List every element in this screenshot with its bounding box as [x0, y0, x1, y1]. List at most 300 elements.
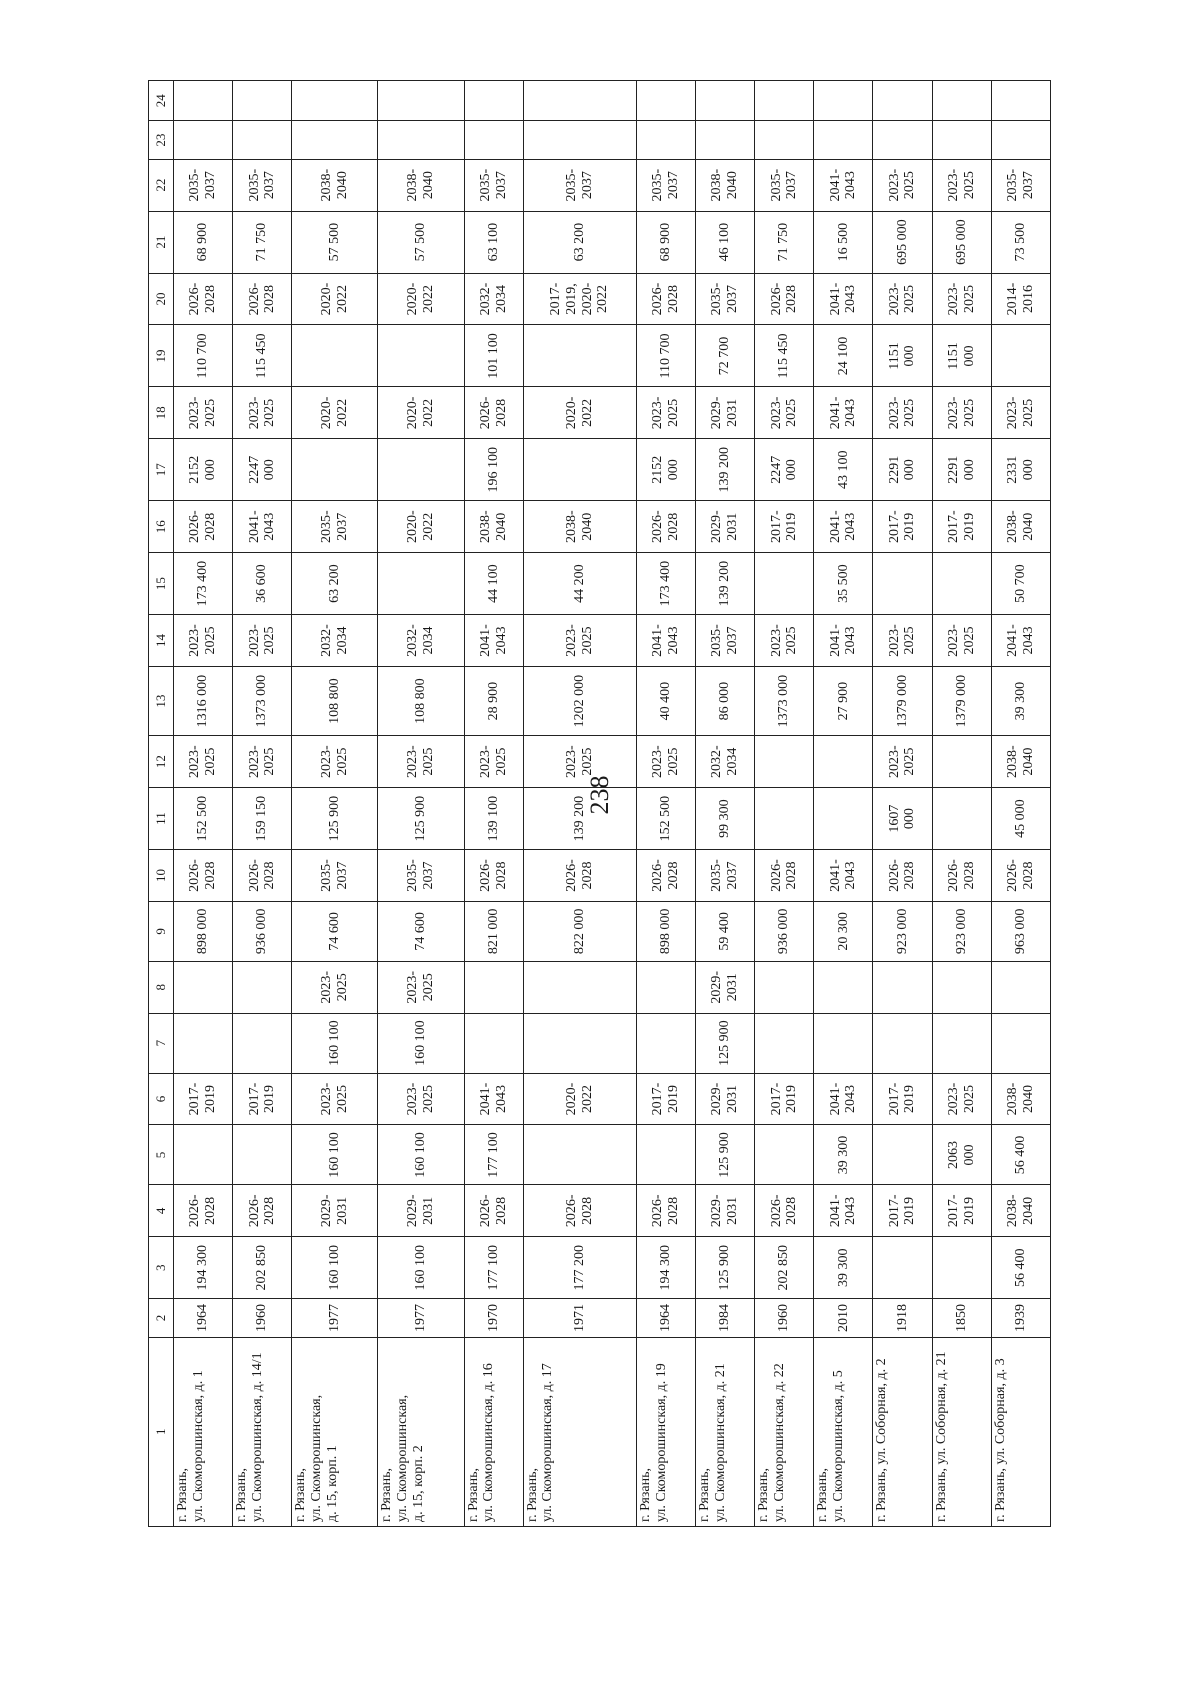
period-cell: [991, 81, 1050, 122]
cost-cell: [873, 553, 932, 615]
cost-cell: 177 200: [523, 1237, 636, 1299]
period-cell: 2035- 2037: [292, 501, 378, 553]
period-cell: [378, 81, 464, 122]
period-cell: 2023- 2025: [292, 1073, 378, 1125]
column-header-20: 20: [149, 273, 174, 325]
period-cell: 2026- 2028: [464, 1185, 523, 1237]
address-cell: г. Рязань, ул. Скоморошинская, д. 5: [814, 1337, 873, 1526]
cost-cell: 1373 000: [233, 666, 292, 735]
cost-cell: 139 200: [523, 788, 636, 850]
cost-cell: 101 100: [464, 325, 523, 387]
column-header-12: 12: [149, 736, 174, 788]
cost-cell: 152 500: [174, 788, 233, 850]
column-header-15: 15: [149, 553, 174, 615]
cost-cell: 2152 000: [636, 439, 695, 501]
address-cell: г. Рязань, ул. Скоморошинская, д. 22: [755, 1337, 814, 1526]
cost-cell: [523, 325, 636, 387]
address-cell: г. Рязань, ул. Скоморошинская, д. 1: [174, 1337, 233, 1526]
period-cell: [636, 81, 695, 122]
period-cell: 2041- 2043: [464, 1073, 523, 1125]
column-header-1: 1: [149, 1337, 174, 1526]
cost-cell: 39 300: [814, 1125, 873, 1185]
period-cell: 2023- 2025: [523, 615, 636, 667]
period-cell: 2041- 2043: [814, 501, 873, 553]
cost-cell: 40 400: [636, 666, 695, 735]
period-cell: 2014- 2016: [991, 273, 1050, 325]
period-cell: 2026- 2028: [523, 850, 636, 902]
period-cell: 2026- 2028: [233, 1185, 292, 1237]
period-cell: 2026- 2028: [932, 850, 991, 902]
column-header-2: 2: [149, 1299, 174, 1337]
cost-cell: [755, 1013, 814, 1073]
cost-cell: [174, 1125, 233, 1185]
cost-cell: 57 500: [292, 211, 378, 273]
period-cell: 2023- 2025: [523, 736, 636, 788]
cost-cell: 59 400: [695, 901, 754, 961]
page-number: 238: [585, 775, 614, 815]
cost-cell: 177 100: [464, 1125, 523, 1185]
period-cell: 2026- 2028: [991, 850, 1050, 902]
period-cell: 2017- 2019: [233, 1073, 292, 1125]
build-year-cell: 1984: [695, 1299, 754, 1337]
cost-cell: 125 900: [378, 788, 464, 850]
period-cell: 2023- 2025: [378, 961, 464, 1013]
cost-cell: [378, 553, 464, 615]
period-cell: 2023- 2025: [636, 387, 695, 439]
period-cell: [464, 961, 523, 1013]
cost-cell: 1607 000: [873, 788, 932, 850]
period-cell: 2035- 2037: [174, 159, 233, 211]
period-cell: 2023- 2025: [873, 159, 932, 211]
cost-cell: [873, 1125, 932, 1185]
period-cell: 2026- 2028: [174, 273, 233, 325]
cost-cell: [378, 121, 464, 159]
period-cell: 2035- 2037: [695, 850, 754, 902]
build-year-cell: 1977: [292, 1299, 378, 1337]
period-cell: 2017- 2019: [873, 1185, 932, 1237]
cost-cell: 71 750: [233, 211, 292, 273]
address-cell: г. Рязань, ул. Скоморошинская, д. 15, корп. 2: [378, 1337, 464, 1526]
period-cell: 2041- 2043: [464, 615, 523, 667]
period-cell: 2035- 2037: [755, 159, 814, 211]
cost-cell: 898 000: [636, 901, 695, 961]
period-cell: 2017- 2019: [932, 1185, 991, 1237]
cost-cell: 86 000: [695, 666, 754, 735]
period-cell: [755, 736, 814, 788]
table-row: [814, 81, 873, 1527]
period-cell: 2041- 2043: [814, 1073, 873, 1125]
cost-cell: 2291 000: [873, 439, 932, 501]
cost-cell: [636, 1013, 695, 1073]
cost-cell: [233, 1125, 292, 1185]
period-cell: 2026- 2028: [755, 1185, 814, 1237]
cost-cell: 936 000: [233, 901, 292, 961]
period-cell: 2023- 2025: [932, 615, 991, 667]
build-year-cell: 1960: [755, 1299, 814, 1337]
cost-cell: 125 900: [292, 788, 378, 850]
cost-cell: 139 100: [464, 788, 523, 850]
period-cell: [873, 81, 932, 122]
period-cell: 2032- 2034: [292, 615, 378, 667]
period-cell: 2023- 2025: [932, 387, 991, 439]
address-cell: г. Рязань, ул. Скоморошинская, д. 14/1: [233, 1337, 292, 1526]
period-cell: 2026- 2028: [464, 850, 523, 902]
period-cell: 2041- 2043: [233, 501, 292, 553]
build-year-cell: 1850: [932, 1299, 991, 1337]
period-cell: 2035- 2037: [991, 159, 1050, 211]
cost-cell: 173 400: [174, 553, 233, 615]
cost-cell: [523, 1125, 636, 1185]
cost-cell: 2331 000: [991, 439, 1050, 501]
cost-cell: 63 200: [523, 211, 636, 273]
period-cell: [292, 81, 378, 122]
period-cell: 2032- 2034: [695, 736, 754, 788]
period-cell: 2023- 2025: [991, 387, 1050, 439]
cost-cell: 1379 000: [873, 666, 932, 735]
column-header-16: 16: [149, 501, 174, 553]
period-cell: [233, 961, 292, 1013]
build-year-cell: 1977: [378, 1299, 464, 1337]
period-cell: 2029- 2031: [695, 1185, 754, 1237]
cost-cell: [991, 325, 1050, 387]
period-cell: 2041- 2043: [814, 387, 873, 439]
period-cell: 2035- 2037: [378, 850, 464, 902]
period-cell: [991, 961, 1050, 1013]
cost-cell: [814, 788, 873, 850]
period-cell: 2041- 2043: [636, 615, 695, 667]
period-cell: 2023- 2025: [873, 273, 932, 325]
period-cell: 2029- 2031: [378, 1185, 464, 1237]
period-cell: 2038- 2040: [991, 501, 1050, 553]
period-cell: [814, 736, 873, 788]
period-cell: 2017- 2019: [636, 1073, 695, 1125]
period-cell: 2038- 2040: [695, 159, 754, 211]
period-cell: 2023- 2025: [233, 736, 292, 788]
column-header-22: 22: [149, 159, 174, 211]
period-cell: 2029- 2031: [695, 501, 754, 553]
period-cell: [174, 81, 233, 122]
cost-cell: 152 500: [636, 788, 695, 850]
table-row: [464, 81, 523, 1527]
table-row: [932, 81, 991, 1527]
cost-cell: [991, 121, 1050, 159]
table-body: [174, 81, 1051, 1527]
period-cell: 2038- 2040: [292, 159, 378, 211]
period-cell: 2038- 2040: [991, 1185, 1050, 1237]
cost-cell: 50 700: [991, 553, 1050, 615]
cost-cell: 963 000: [991, 901, 1050, 961]
period-cell: [814, 961, 873, 1013]
cost-cell: 115 450: [755, 325, 814, 387]
period-cell: 2029- 2031: [695, 961, 754, 1013]
period-cell: 2017- 2019: [755, 1073, 814, 1125]
period-cell: 2041- 2043: [991, 615, 1050, 667]
cost-cell: [873, 121, 932, 159]
cost-cell: 68 900: [174, 211, 233, 273]
cost-cell: 139 200: [695, 439, 754, 501]
cost-cell: [755, 121, 814, 159]
period-cell: 2017- 2019: [873, 1073, 932, 1125]
cost-cell: [695, 121, 754, 159]
period-cell: 2038- 2040: [378, 159, 464, 211]
period-cell: [695, 81, 754, 122]
period-cell: 2026- 2028: [636, 501, 695, 553]
period-cell: [174, 961, 233, 1013]
cost-cell: 1379 000: [932, 666, 991, 735]
column-header-19: 19: [149, 325, 174, 387]
period-cell: 2041- 2043: [814, 850, 873, 902]
cost-cell: 125 900: [695, 1013, 754, 1073]
cost-cell: 2063 000: [932, 1125, 991, 1185]
column-header-7: 7: [149, 1013, 174, 1073]
table-row: [991, 81, 1050, 1527]
column-header-24: 24: [149, 81, 174, 122]
cost-cell: 822 000: [523, 901, 636, 961]
cost-cell: 2247 000: [755, 439, 814, 501]
cost-cell: 160 100: [378, 1237, 464, 1299]
cost-cell: 44 200: [523, 553, 636, 615]
cost-cell: 936 000: [755, 901, 814, 961]
period-cell: 2020- 2022: [378, 501, 464, 553]
period-cell: 2020- 2022: [523, 1073, 636, 1125]
table-row: [755, 81, 814, 1527]
period-cell: 2023- 2025: [873, 736, 932, 788]
cost-cell: [755, 1125, 814, 1185]
cost-cell: 173 400: [636, 553, 695, 615]
period-cell: 2020- 2022: [292, 273, 378, 325]
cost-cell: 44 100: [464, 553, 523, 615]
cost-cell: 43 100: [814, 439, 873, 501]
cost-cell: 99 300: [695, 788, 754, 850]
build-year-cell: 1964: [174, 1299, 233, 1337]
table-header: [149, 81, 174, 1527]
rotated-table-container: [148, 80, 1051, 1527]
cost-cell: 108 800: [292, 666, 378, 735]
table-row: [174, 81, 233, 1527]
period-cell: 2035- 2037: [292, 850, 378, 902]
period-cell: 2023- 2025: [932, 1073, 991, 1125]
period-cell: 2023- 2025: [873, 387, 932, 439]
period-cell: 2038- 2040: [523, 501, 636, 553]
period-cell: 2023- 2025: [233, 387, 292, 439]
build-year-cell: 1970: [464, 1299, 523, 1337]
period-cell: 2041- 2043: [814, 1185, 873, 1237]
cost-cell: [932, 553, 991, 615]
cost-cell: [932, 121, 991, 159]
cost-cell: [523, 1013, 636, 1073]
column-header-17: 17: [149, 439, 174, 501]
cost-cell: [292, 439, 378, 501]
cost-cell: [174, 121, 233, 159]
cost-cell: 159 150: [233, 788, 292, 850]
cost-cell: 72 700: [695, 325, 754, 387]
period-cell: [636, 961, 695, 1013]
period-cell: 2026- 2028: [873, 850, 932, 902]
period-cell: [873, 961, 932, 1013]
period-cell: 2035- 2037: [636, 159, 695, 211]
period-cell: 2023- 2025: [174, 615, 233, 667]
cost-cell: 24 100: [814, 325, 873, 387]
period-cell: [932, 961, 991, 1013]
cost-cell: 160 100: [292, 1013, 378, 1073]
cost-cell: 74 600: [378, 901, 464, 961]
cost-cell: [932, 788, 991, 850]
column-header-4: 4: [149, 1185, 174, 1237]
period-cell: [814, 81, 873, 122]
cost-cell: [873, 1013, 932, 1073]
period-cell: 2026- 2028: [523, 1185, 636, 1237]
address-cell: г. Рязань, ул. Соборная, д. 3: [991, 1337, 1050, 1526]
cost-cell: [523, 121, 636, 159]
cost-cell: 20 300: [814, 901, 873, 961]
cost-cell: 125 900: [695, 1125, 754, 1185]
column-header-5: 5: [149, 1125, 174, 1185]
table-row: [292, 81, 378, 1527]
cost-cell: 1151 000: [873, 325, 932, 387]
address-cell: г. Рязань, ул. Соборная, д. 2: [873, 1337, 932, 1526]
cost-cell: [755, 553, 814, 615]
period-cell: 2026- 2028: [464, 387, 523, 439]
cost-cell: [814, 1013, 873, 1073]
period-cell: 2023- 2025: [755, 387, 814, 439]
column-header-10: 10: [149, 850, 174, 902]
address-cell: г. Рязань, ул. Скоморошинская, д. 15, корп. 1: [292, 1337, 378, 1526]
period-cell: 2035- 2037: [695, 615, 754, 667]
cost-cell: 125 900: [695, 1237, 754, 1299]
table-row: [873, 81, 932, 1527]
address-cell: г. Рязань, ул. Скоморошинская, д. 17: [523, 1337, 636, 1526]
cost-cell: 160 100: [292, 1125, 378, 1185]
cost-cell: 160 100: [378, 1125, 464, 1185]
period-cell: 2038- 2040: [991, 1073, 1050, 1125]
cost-cell: 1316 000: [174, 666, 233, 735]
cost-cell: 194 300: [174, 1237, 233, 1299]
period-cell: 2026- 2028: [755, 273, 814, 325]
cost-cell: [233, 1013, 292, 1073]
cost-cell: 923 000: [932, 901, 991, 961]
cost-cell: 898 000: [174, 901, 233, 961]
column-header-8: 8: [149, 961, 174, 1013]
column-header-11: 11: [149, 788, 174, 850]
cost-cell: 923 000: [873, 901, 932, 961]
period-cell: 2017- 2019: [174, 1073, 233, 1125]
period-cell: [932, 81, 991, 122]
cost-cell: 108 800: [378, 666, 464, 735]
period-cell: 2041- 2043: [814, 273, 873, 325]
period-cell: 2020- 2022: [378, 273, 464, 325]
cost-cell: 202 850: [755, 1237, 814, 1299]
period-cell: 2026- 2028: [755, 850, 814, 902]
period-cell: 2029- 2031: [695, 1073, 754, 1125]
cost-cell: 56 400: [991, 1237, 1050, 1299]
address-cell: г. Рязань, ул. Скоморошинская, д. 16: [464, 1337, 523, 1526]
cost-cell: 160 100: [292, 1237, 378, 1299]
column-header-21: 21: [149, 211, 174, 273]
period-cell: 2026- 2028: [636, 850, 695, 902]
period-cell: 2020- 2022: [378, 387, 464, 439]
period-cell: 2035- 2037: [233, 159, 292, 211]
column-header-23: 23: [149, 121, 174, 159]
cost-cell: 35 500: [814, 553, 873, 615]
period-cell: 2017- 2019: [932, 501, 991, 553]
cost-cell: 16 500: [814, 211, 873, 273]
cost-cell: [233, 121, 292, 159]
column-header-6: 6: [149, 1073, 174, 1125]
cost-cell: 177 100: [464, 1237, 523, 1299]
period-cell: 2026- 2028: [233, 273, 292, 325]
period-cell: 2041- 2043: [814, 159, 873, 211]
period-cell: 2035- 2037: [523, 159, 636, 211]
period-cell: 2032- 2034: [464, 273, 523, 325]
period-cell: 2023- 2025: [292, 736, 378, 788]
period-cell: 2023- 2025: [636, 736, 695, 788]
period-cell: 2026- 2028: [636, 273, 695, 325]
period-cell: [755, 961, 814, 1013]
period-cell: 2035- 2037: [695, 273, 754, 325]
cost-cell: [932, 1013, 991, 1073]
cost-cell: 1373 000: [755, 666, 814, 735]
period-cell: 2020- 2022: [523, 387, 636, 439]
build-year-cell: 1960: [233, 1299, 292, 1337]
column-number-row: [149, 81, 174, 1527]
period-cell: 2026- 2028: [233, 850, 292, 902]
cost-cell: 2152 000: [174, 439, 233, 501]
cost-cell: 57 500: [378, 211, 464, 273]
cost-cell: 194 300: [636, 1237, 695, 1299]
cost-cell: 110 700: [636, 325, 695, 387]
column-header-3: 3: [149, 1237, 174, 1299]
cost-cell: [932, 1237, 991, 1299]
period-cell: 2023- 2025: [378, 736, 464, 788]
cost-cell: 46 100: [695, 211, 754, 273]
period-cell: 2032- 2034: [378, 615, 464, 667]
cost-cell: [292, 121, 378, 159]
cost-cell: 39 300: [991, 666, 1050, 735]
period-cell: 2017- 2019: [755, 501, 814, 553]
cost-cell: 74 600: [292, 901, 378, 961]
cost-cell: [378, 439, 464, 501]
cost-cell: 196 100: [464, 439, 523, 501]
cost-cell: 115 450: [233, 325, 292, 387]
period-cell: 2023- 2025: [233, 615, 292, 667]
cost-cell: 71 750: [755, 211, 814, 273]
period-cell: [755, 81, 814, 122]
cost-cell: 63 200: [292, 553, 378, 615]
table-row: [636, 81, 695, 1527]
table-row: [233, 81, 292, 1527]
period-cell: 2029- 2031: [695, 387, 754, 439]
cost-cell: 39 300: [814, 1237, 873, 1299]
period-cell: 2017- 2019: [873, 501, 932, 553]
period-cell: 2020- 2022: [292, 387, 378, 439]
column-header-18: 18: [149, 387, 174, 439]
cost-cell: [174, 1013, 233, 1073]
period-cell: 2041- 2043: [814, 615, 873, 667]
column-header-13: 13: [149, 666, 174, 735]
build-year-cell: 1971: [523, 1299, 636, 1337]
cost-cell: 27 900: [814, 666, 873, 735]
period-cell: [523, 81, 636, 122]
cost-cell: 56 400: [991, 1125, 1050, 1185]
cost-cell: [636, 1125, 695, 1185]
cost-cell: 160 100: [378, 1013, 464, 1073]
cost-cell: 2291 000: [932, 439, 991, 501]
cost-cell: 695 000: [932, 211, 991, 273]
period-cell: 2026- 2028: [636, 1185, 695, 1237]
cost-cell: 63 100: [464, 211, 523, 273]
cost-cell: 45 000: [991, 788, 1050, 850]
period-cell: [233, 81, 292, 122]
